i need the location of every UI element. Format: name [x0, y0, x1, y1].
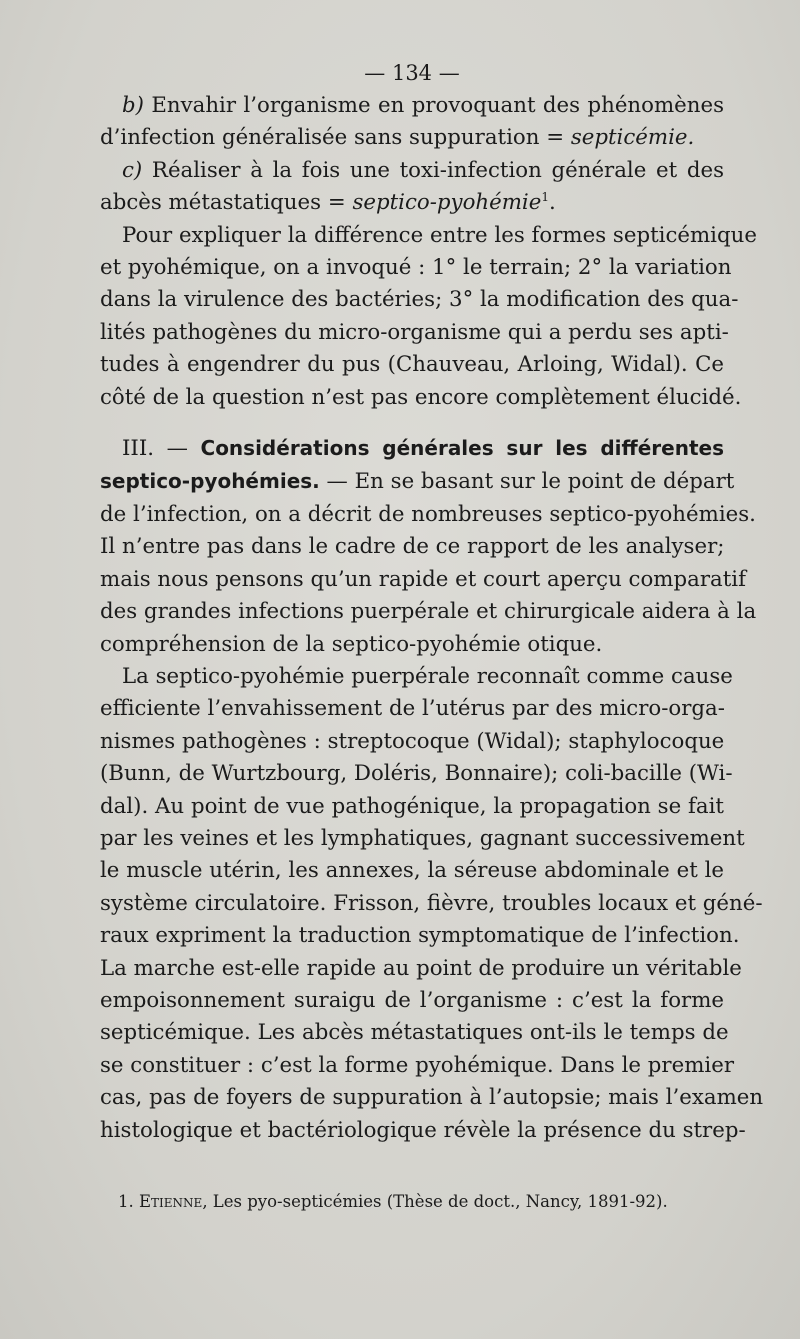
line-text: Envahir l’organisme en provoquant des phénomènes [151, 93, 725, 118]
text-line [100, 629, 724, 661]
line-text: mais nous pensons qu’un rapide et court aperçu comparatif [100, 566, 746, 592]
line-text: côté de la question n’est pas encore complètement élucidé. [100, 384, 742, 410]
text-line [100, 122, 724, 154]
section-number: III. — [122, 436, 201, 462]
line-text: nismes pathogènes : streptocoque (Widal); staphylocoque [100, 728, 725, 754]
line-text: lités pathogènes du micro-organisme qui a perdu ses apti- [100, 319, 729, 345]
footnote-author: Etienne [139, 1192, 203, 1211]
footnote [118, 1192, 668, 1211]
line-text: cas, pas de foyers de suppuration à l’autopsie; mais l’examen [100, 1085, 764, 1111]
section-heading: Considérations générales sur les différentes [200, 436, 724, 461]
text-line [100, 531, 724, 563]
line-text: (Bunn, de Wurtzbourg, Doléris, Bonnaire); coli-bacille (Wi- [100, 761, 733, 787]
text-line [100, 920, 740, 952]
text-line [100, 317, 729, 349]
text-line [100, 1050, 735, 1082]
footnote-text: , Les pyo-septicémies (Thèse de doct., Nancy, 1891-92). [202, 1192, 668, 1211]
text-line [100, 661, 733, 693]
text-line [100, 758, 733, 790]
text-line [100, 693, 724, 725]
text-line [100, 791, 724, 823]
text-line [100, 284, 739, 316]
footnote-number: 1. [118, 1192, 139, 1211]
line-text: de l’infection, on a décrit de nombreuses septico-pyohémies. [100, 501, 756, 527]
text-line [100, 1017, 729, 1049]
text-line [100, 187, 724, 219]
text-line [100, 888, 763, 920]
line-text: — En se basant sur le point de départ [319, 469, 735, 495]
text-line [100, 252, 732, 284]
line-text: Réaliser à la fois une toxi-infection générale et des [151, 157, 724, 183]
line-text: dal). Au point de vue pathogénique, la propagation se fait [100, 793, 724, 819]
italic-term: septicémie. [570, 125, 695, 151]
line-text: raux expriment la traduction symptomatique de l’infection. [100, 923, 740, 949]
text-line [100, 90, 724, 122]
text-line [100, 155, 724, 187]
line-text: par les veines et les lymphatiques, gagnant successivement [100, 825, 745, 851]
text-line [100, 596, 757, 628]
section-heading-line [100, 432, 724, 465]
line-text: La marche est-elle rapide au point de produire un véritable [100, 955, 742, 981]
text-line [100, 349, 724, 381]
line-text: système circulatoire. Frisson, fièvre, troubles locaux et géné- [100, 890, 763, 916]
text-line [100, 220, 757, 252]
line-text: empoisonnement suraigu de l’organisme : c’est la forme [100, 987, 724, 1013]
line-text: et pyohémique, on a invoqué : 1° le terrain; 2° la variation [100, 255, 732, 281]
line-text: Pour expliquer la différence entre les formes septicémique [122, 222, 757, 248]
item-marker-c: c) [122, 157, 152, 183]
italic-term: septico-pyohémie [352, 190, 542, 216]
text-line [100, 465, 735, 498]
line-text: le muscle utérin, les annexes, la séreuse abdominale et le [100, 858, 724, 884]
text-line [100, 855, 724, 887]
line-text: tudes à engendrer du pus (Chauveau, Arloing, Widal). Ce [100, 352, 724, 378]
text-line [100, 1115, 746, 1147]
text-line [100, 985, 724, 1017]
line-text: se constituer : c’est la forme pyohémique. Dans le premier [100, 1052, 735, 1078]
page-body [100, 56, 764, 1147]
page-number: — 134 — [364, 61, 460, 85]
footnote-ref: 1 [541, 190, 549, 205]
line-text: compréhension de la septico-pyohémie otique. [100, 631, 603, 657]
line-text: septicémique. Les abcès métastatiques ont-ils le temps de [100, 1020, 729, 1046]
paragraph-gap [100, 414, 724, 432]
text-line [100, 953, 742, 985]
text-line [100, 499, 756, 531]
text-line [100, 823, 745, 855]
line-text: La septico-pyohémie puerpérale reconnaît comme cause [122, 663, 733, 689]
line-text: dans la virulence des bactéries; 3° la modification des qua- [100, 287, 739, 313]
section-heading: septico-pyohémies. [100, 469, 320, 494]
line-text: des grandes infections puerpérale et chirurgicale aidera à la [100, 599, 757, 625]
line-text: abcès métastatiques = [100, 190, 353, 216]
text-line [100, 382, 742, 414]
line-text: . [548, 190, 556, 216]
text-line [100, 1082, 764, 1114]
text-line [100, 564, 746, 596]
line-text: Il n’entre pas dans le cadre de ce rapport de les analyser; [100, 534, 725, 560]
text-line [100, 726, 724, 758]
item-marker-b: b) [122, 93, 152, 118]
line-text: d’infection généralisée sans suppuration = [100, 125, 571, 151]
line-text: efficiente l’envahissement de l’utérus par des micro-orga- [100, 696, 725, 722]
line-text: histologique et bactériologique révèle la présence du strep- [100, 1117, 746, 1143]
